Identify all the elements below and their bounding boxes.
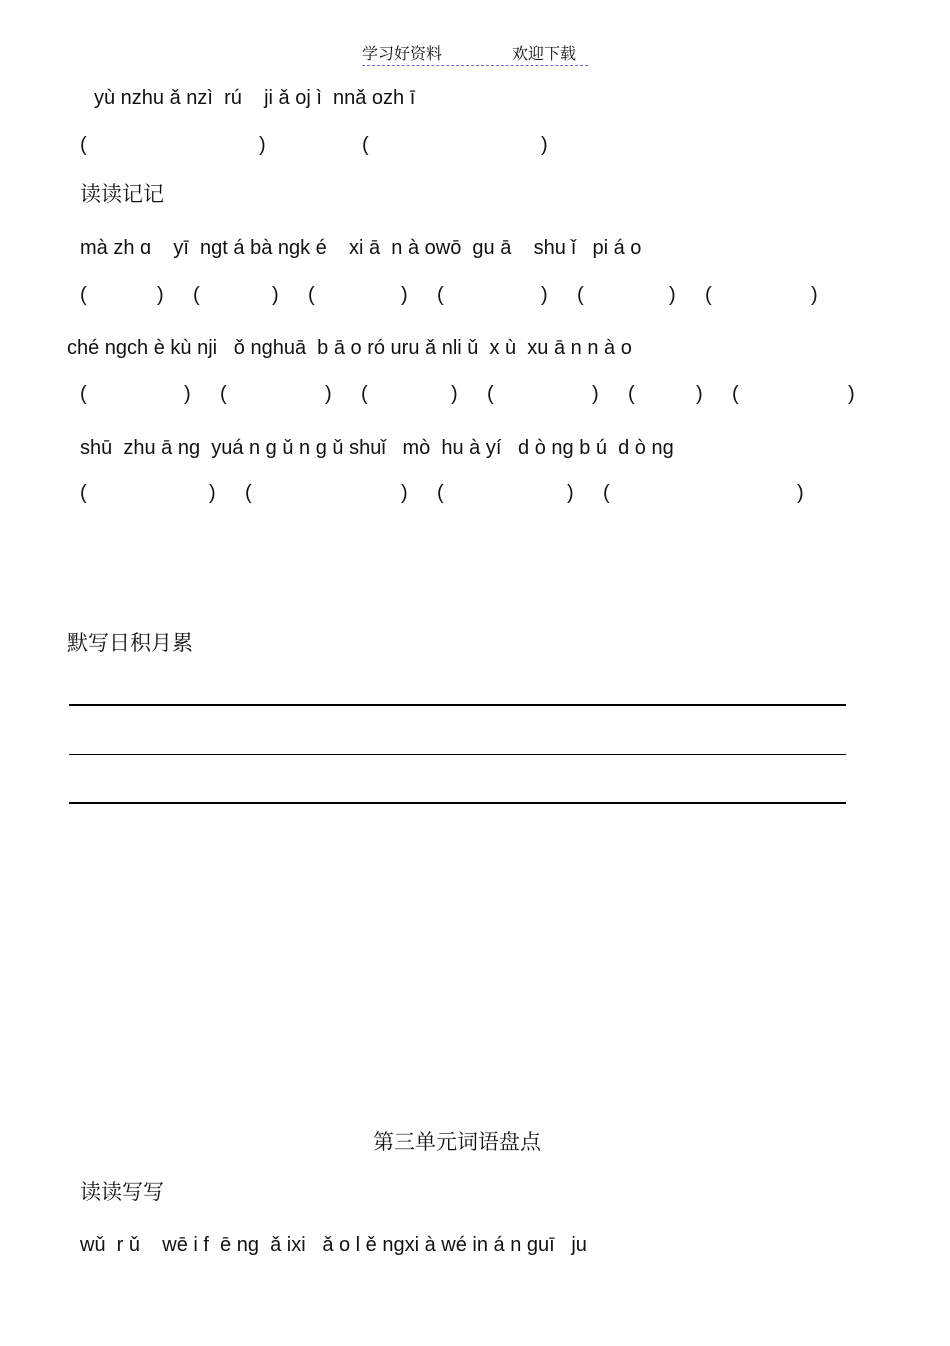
unit-title: 第三单元词语盘点 [373, 1130, 541, 1154]
answer-blank-open: ( [732, 383, 739, 405]
answer-blank-open: ( [361, 383, 368, 405]
writing-line [69, 754, 846, 755]
page-header [362, 41, 588, 66]
answer-blank-close: ) [811, 284, 818, 306]
answer-blank-open: ( [220, 383, 227, 405]
pinyin-row-3: ché ngch è kù nji ǒ nghuā b ā o ró uru ǎ nli ǔ x ù xu ā n n à o [67, 337, 632, 359]
answer-blank-close: ) [696, 383, 703, 405]
pinyin-row-4: shū zhu ā ng yuá n g ǔ n g ǔ shuǐ mò hu à yí d ò ng b ú d ò ng [80, 437, 674, 459]
section-title-dudu-jiji: 读读记记 [80, 182, 164, 206]
answer-blank-open: ( [193, 284, 200, 306]
answer-blank-close: ) [157, 284, 164, 306]
answer-blank-close: ) [209, 482, 216, 504]
answer-blank-open: ( [80, 284, 87, 306]
answer-blank-open: ( [705, 284, 712, 306]
answer-blank-open: ( [437, 482, 444, 504]
answer-blank-close: ) [797, 482, 804, 504]
answer-blank-close: ) [184, 383, 191, 405]
answer-blank-close: ) [325, 383, 332, 405]
pinyin-row-5: wǔ r ǔ wē i f ē ng ǎ ixi ǎ o l ě ngxi à wé in á n guī ju [80, 1234, 587, 1256]
pinyin-row-2: mà zh ɑ yī ngt á bà ngk é xi ā n à owō gu ā shu ǐ pi á o [80, 237, 642, 259]
answer-blank-open: ( [577, 284, 584, 306]
answer-blank-close: ) [592, 383, 599, 405]
answer-blank-open: ( [308, 284, 315, 306]
writing-line [69, 802, 846, 804]
answer-blank-close: ) [401, 482, 408, 504]
answer-blank-close: ) [272, 284, 279, 306]
header-left-text: 学习好资料 [362, 44, 443, 63]
answer-blank-close: ) [259, 134, 266, 156]
pinyin-row-1: yù nzhu ǎ nzì rú ji ǎ oj ì nnǎ ozh ī [94, 87, 416, 109]
answer-blank-open: ( [603, 482, 610, 504]
answer-blank-close: ) [848, 383, 855, 405]
answer-blank-open: ( [245, 482, 252, 504]
answer-blank-close: ) [567, 482, 574, 504]
answer-blank-close: ) [401, 284, 408, 306]
answer-blank-close: ) [541, 134, 548, 156]
section-title-dudu-xiexie: 读读写写 [80, 1180, 164, 1204]
answer-blank-close: ) [669, 284, 676, 306]
answer-blank-open: ( [437, 284, 444, 306]
answer-blank-close: ) [451, 383, 458, 405]
writing-line [69, 704, 846, 706]
header-right-text: 欢迎下载 [512, 44, 577, 63]
answer-blank-open: ( [80, 383, 87, 405]
answer-blank-open: ( [80, 482, 87, 504]
answer-blank-close: ) [541, 284, 548, 306]
answer-blank-open: ( [487, 383, 494, 405]
answer-blank-open: ( [628, 383, 635, 405]
answer-blank-open: ( [362, 134, 369, 156]
answer-blank-open: ( [80, 134, 87, 156]
section-title-moxie: 默写日积月累 [67, 631, 193, 655]
